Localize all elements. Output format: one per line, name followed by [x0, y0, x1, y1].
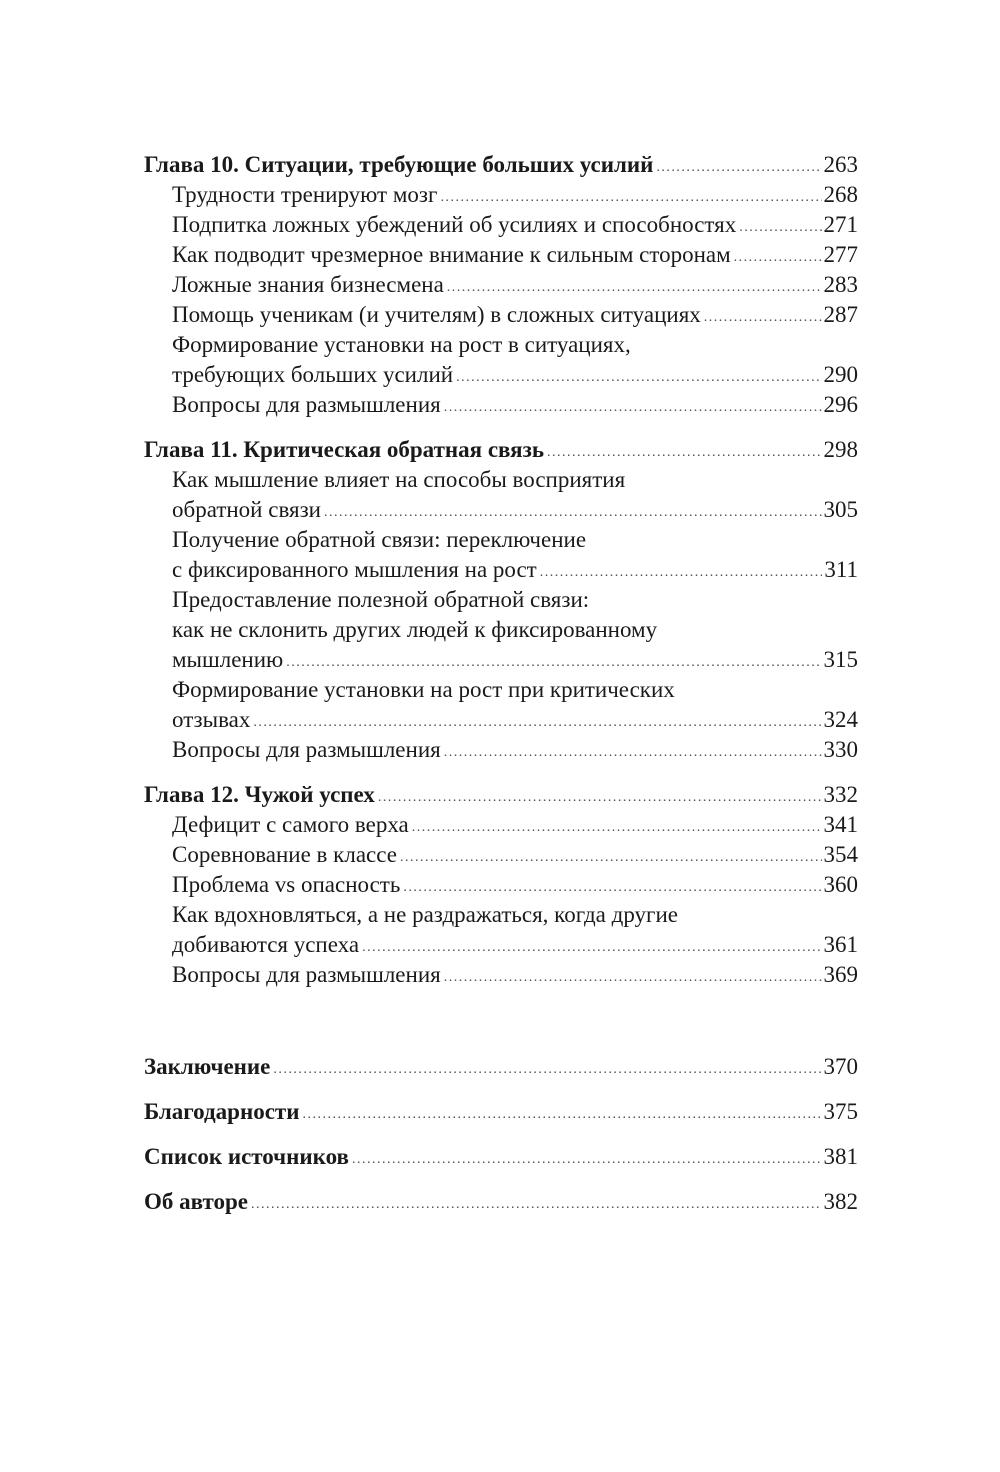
toc-entry[interactable]: [144, 930, 858, 960]
toc-entry-line[interactable]: [144, 465, 858, 495]
page-number: 315: [823, 647, 858, 672]
entry-title: Благодарности: [144, 1099, 300, 1124]
dot-leader: [440, 180, 821, 210]
dot-leader: [656, 150, 821, 180]
page-number: 296: [823, 392, 858, 417]
dot-leader: [540, 555, 823, 585]
entry-title: Трудности тренируют мозг: [172, 182, 438, 207]
chapter-title: Глава 11. Критическая обратная связь: [144, 437, 544, 462]
toc-entry[interactable]: [144, 705, 858, 735]
entry-title: отзывах: [172, 707, 251, 732]
dot-leader: [447, 270, 822, 300]
entry-title: Формирование установки на рост в ситуациях,: [172, 332, 631, 357]
dot-leader: [412, 810, 822, 840]
dot-leader: [734, 240, 822, 270]
back-matter: [144, 1052, 858, 1217]
chapter-heading[interactable]: [144, 780, 858, 810]
toc-entry[interactable]: [144, 390, 858, 420]
dot-leader: [444, 735, 822, 765]
entry-title: Соревнование в классе: [172, 842, 397, 867]
toc-entry-line[interactable]: [144, 900, 858, 930]
page-number: 382: [823, 1189, 858, 1214]
toc-entry-line[interactable]: [144, 675, 858, 705]
page-number: 298: [823, 437, 858, 462]
toc-entry[interactable]: [144, 180, 858, 210]
page-number: 268: [823, 182, 858, 207]
toc-entry[interactable]: [144, 555, 858, 585]
page-number: 324: [823, 707, 858, 732]
chapter-title: Глава 12. Чужой успех: [144, 782, 375, 807]
page-number: 341: [823, 812, 858, 837]
dot-leader: [286, 645, 821, 675]
page-number: 330: [823, 737, 858, 762]
toc-entry-line[interactable]: [144, 525, 858, 555]
dot-leader: [324, 495, 822, 525]
page-number: 369: [823, 962, 858, 987]
entry-title: Об авторе: [144, 1189, 248, 1214]
page-number: 360: [823, 872, 858, 897]
page-number: 354: [823, 842, 858, 867]
entry-title: требующих больших усилий: [172, 362, 454, 387]
chapter-11: [144, 435, 858, 765]
chapter-10: [144, 150, 858, 420]
toc-entry[interactable]: [144, 645, 858, 675]
toc-entry[interactable]: [144, 870, 858, 900]
page-number: 305: [823, 497, 858, 522]
page-number: 361: [823, 932, 858, 957]
entry-title: обратной связи: [172, 497, 321, 522]
page-number: 332: [823, 782, 858, 807]
entry-title: как не склонить других людей к фиксированному: [172, 617, 658, 642]
page-number: 370: [823, 1054, 858, 1079]
toc-entry[interactable]: [144, 840, 858, 870]
entry-title: добиваются успеха: [172, 932, 360, 957]
page-number: 375: [823, 1099, 858, 1124]
table-of-contents: [144, 150, 858, 1232]
toc-entry[interactable]: [144, 735, 858, 765]
dot-leader: [251, 1187, 822, 1217]
entry-title: Помощь ученикам (и учителям) в сложных ситуациях: [172, 302, 701, 327]
entry-title: Заключение: [144, 1054, 271, 1079]
chapter-heading[interactable]: [144, 150, 858, 180]
entry-title: Подпитка ложных убеждений об усилиях и способностях: [172, 212, 737, 237]
entry-title: Как подводит чрезмерное внимание к сильным сторонам: [172, 242, 731, 267]
dot-leader: [547, 435, 822, 465]
dot-leader: [253, 705, 821, 735]
page-number: 263: [823, 152, 858, 177]
dot-leader: [704, 300, 822, 330]
entry-title: Дефицит с самого верха: [172, 812, 409, 837]
entry-title: Получение обратной связи: переключение: [172, 527, 587, 552]
back-matter-entry[interactable]: [144, 1187, 858, 1217]
page-number: 290: [823, 362, 858, 387]
chapter-heading[interactable]: [144, 435, 858, 465]
entry-title: Формирование установки на рост при критических: [172, 677, 675, 702]
dot-leader: [378, 780, 822, 810]
back-matter-entry[interactable]: [144, 1142, 858, 1172]
entry-title: с фиксированного мышления на рост: [172, 557, 537, 582]
entry-title: Как мышление влияет на способы восприятия: [172, 467, 626, 492]
chapter-title: Глава 10. Ситуации, требующие больших усилий: [144, 152, 654, 177]
dot-leader: [444, 390, 822, 420]
page-number: 277: [823, 242, 858, 267]
dot-leader: [302, 1097, 821, 1127]
toc-entry[interactable]: [144, 960, 858, 990]
page-number: 311: [824, 557, 858, 582]
toc-entry-line[interactable]: [144, 585, 858, 615]
dot-leader: [352, 1142, 822, 1172]
dot-leader: [362, 930, 821, 960]
toc-entry[interactable]: [144, 300, 858, 330]
section-spacer: [144, 1005, 858, 1052]
dot-leader: [739, 210, 821, 240]
page-number: 271: [823, 212, 858, 237]
entry-title: Вопросы для размышления: [172, 737, 441, 762]
page-number: 283: [823, 272, 858, 297]
dot-leader: [456, 360, 821, 390]
page-number: 287: [823, 302, 858, 327]
toc-entry-line[interactable]: [144, 330, 858, 360]
toc-entry[interactable]: [144, 810, 858, 840]
dot-leader: [444, 960, 822, 990]
toc-entry[interactable]: [144, 360, 858, 390]
back-matter-entry[interactable]: [144, 1097, 858, 1127]
dot-leader: [273, 1052, 821, 1082]
toc-entry[interactable]: [144, 240, 858, 270]
entry-title: Ложные знания бизнесмена: [172, 272, 444, 297]
toc-entry[interactable]: [144, 495, 858, 525]
chapter-12: [144, 780, 858, 990]
page-number: 381: [823, 1144, 858, 1169]
dot-leader: [400, 840, 822, 870]
entry-title: Вопросы для размышления: [172, 392, 441, 417]
entry-title: Вопросы для размышления: [172, 962, 441, 987]
toc-entry[interactable]: [144, 270, 858, 300]
entry-title: Как вдохновляться, а не раздражаться, когда другие: [172, 902, 678, 927]
toc-entry-line[interactable]: [144, 615, 858, 645]
toc-entry[interactable]: [144, 210, 858, 240]
entry-title: Список источников: [144, 1144, 349, 1169]
entry-title: Предоставление полезной обратной связи:: [172, 587, 590, 612]
entry-title: мышлению: [172, 647, 284, 672]
entry-title: Проблема vs опасность: [172, 872, 401, 897]
dot-leader: [403, 870, 821, 900]
back-matter-entry[interactable]: [144, 1052, 858, 1082]
